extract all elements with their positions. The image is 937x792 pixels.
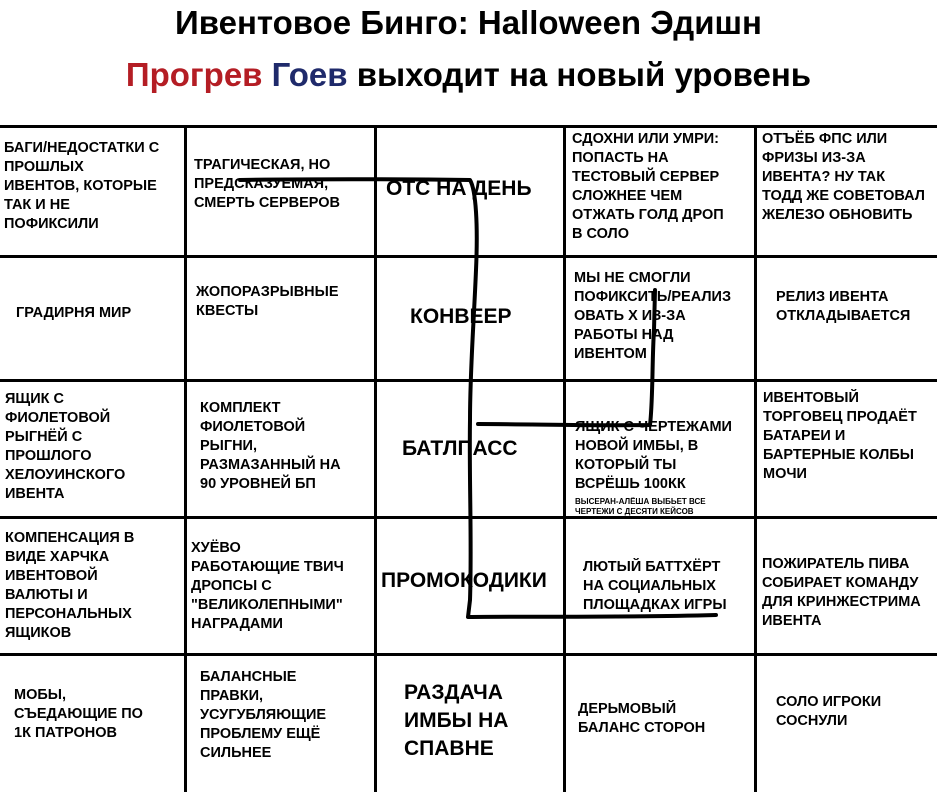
bingo-cell: ИВЕНТОВЫЙ ТОРГОВЕЦ ПРОДАЁТ БАТАРЕИ И БАРТЕРНЫЕ КОЛБЫ МОЧИ <box>763 390 917 482</box>
cell-main-text: ЯЩИК С ЧЕРТЕЖАМИ НОВОЙ ИМБЫ, В КОТОРЫЙ ТЫ ВСРЁШЬ 100КК <box>575 419 732 492</box>
grid-line <box>563 125 566 792</box>
bingo-cell: РЕЛИЗ ИВЕНТА ОТКЛАДЫВАЕТСЯ <box>776 289 911 324</box>
bingo-cell: ДЕРЬМОВЫЙ БАЛАНС СТОРОН <box>578 701 706 736</box>
grid-line <box>0 379 937 382</box>
bingo-cell: МЫ НЕ СМОГЛИ ПОФИКСИТЬ/РЕАЛИЗ ОВАТЬ Х ИЗ-ЗА РАБОТЫ НАД ИВЕНТОМ <box>574 270 732 362</box>
grid-line <box>0 125 937 128</box>
bingo-cell: СОЛО ИГРОКИ СОСНУЛИ <box>776 694 882 729</box>
bingo-cell: БАГИ/НЕДОСТАТКИ С ПРОШЛЫХ ИВЕНТОВ, КОТОРЫЕ ТАК И НЕ ПОФИКСИЛИ <box>4 140 160 232</box>
bingo-cell: РАЗДАЧА ИМБЫ НА СПАВНЕ <box>404 681 509 760</box>
bingo-cell <box>575 399 755 536</box>
bingo-cell: БАЛАНСНЫЕ ПРАВКИ, УСУГУБЛЯЮЩИЕ ПРОБЛЕМУ ЕЩЁ СИЛЬНЕЕ <box>200 669 327 761</box>
page-title: Ивентовое Бинго: Halloween Эдишн <box>175 4 762 41</box>
bingo-cell: ХУЁВО РАБОТАЮЩИЕ ТВИЧ ДРОПСЫ С "ВЕЛИКОЛЕПНЫМИ" НАГРАДАМИ <box>191 540 344 632</box>
grid-line <box>184 125 187 792</box>
bingo-cell: БАТЛПАСС <box>402 437 518 460</box>
subtitle-word-red: Прогрев <box>125 56 263 93</box>
bingo-cell: ЯЩИК С ФИОЛЕТОВОЙ РЫГНЁЙ С ПРОШЛОГО ХЕЛОУИНСКОГО ИВЕНТА <box>5 391 126 502</box>
bingo-cell: ЖОПОРАЗРЫВНЫЕ КВЕСТЫ <box>196 284 339 319</box>
bingo-cell: МОБЫ, СЪЕДАЮЩИЕ ПО 1К ПАТРОНОВ <box>14 687 143 741</box>
grid-line <box>374 125 377 792</box>
bingo-grid <box>0 125 937 792</box>
grid-line <box>0 255 937 258</box>
subtitle-rest: выходит на новый уровень <box>356 56 812 93</box>
bingo-cell: ЛЮТЫЙ БАТТХЁРТ НА СОЦИАЛЬНЫХ ПЛОЩАДКАХ ИГРЫ <box>583 559 727 613</box>
page-subtitle <box>0 56 937 94</box>
bingo-cell: ПОЖИРАТЕЛЬ ПИВА СОБИРАЕТ КОМАНДУ ДЛЯ КРИНЖЕСТРИМА ИВЕНТА <box>762 556 921 629</box>
bingo-cell: КОНВЕЕР <box>410 305 512 328</box>
bingo-cell: СДОХНИ ИЛИ УМРИ: ПОПАСТЬ НА ТЕСТОВЫЙ СЕРВЕР СЛОЖНЕЕ ЧЕМ ОТЖАТЬ ГОЛД ДРОП В СОЛО <box>572 131 724 242</box>
cell-footnote: ВЫСЕРАН-АЛЁША ВЫБЬЕТ ВСЕ ЧЕРТЕЖИ С ДЕСЯТИ КЕЙСОВ <box>575 497 706 516</box>
bingo-cell: КОМПЕНСАЦИЯ В ВИДЕ ХАРЧКА ИВЕНТОВОЙ ВАЛЮТЫ И ПЕРСОНАЛЬНЫХ ЯЩИКОВ <box>5 530 135 641</box>
grid-line <box>0 653 937 656</box>
subtitle-word-blue: Гоев <box>271 56 348 93</box>
bingo-cell: ОТС НА ДЕНЬ <box>386 177 532 200</box>
bingo-cell: КОМПЛЕКТ ФИОЛЕТОВОЙ РЫГНИ, РАЗМАЗАННЫЙ НА 90 УРОВНЕЙ БП <box>200 400 341 492</box>
bingo-cell: ПРОМОКОДИКИ <box>381 569 547 592</box>
bingo-cell: ГРАДИРНЯ МИР <box>16 305 132 321</box>
bingo-cell: ОТЪЁБ ФПС ИЛИ ФРИЗЫ ИЗ-ЗА ИВЕНТА? НУ ТАК ТОДД ЖЕ СОВЕТОВАЛ ЖЕЛЕЗО ОБНОВИТЬ <box>762 131 925 223</box>
grid-line <box>0 516 937 519</box>
bingo-cell: ТРАГИЧЕСКАЯ, НО ПРЕДСКАЗУЕМАЯ, СМЕРТЬ СЕРВЕРОВ <box>194 157 341 211</box>
